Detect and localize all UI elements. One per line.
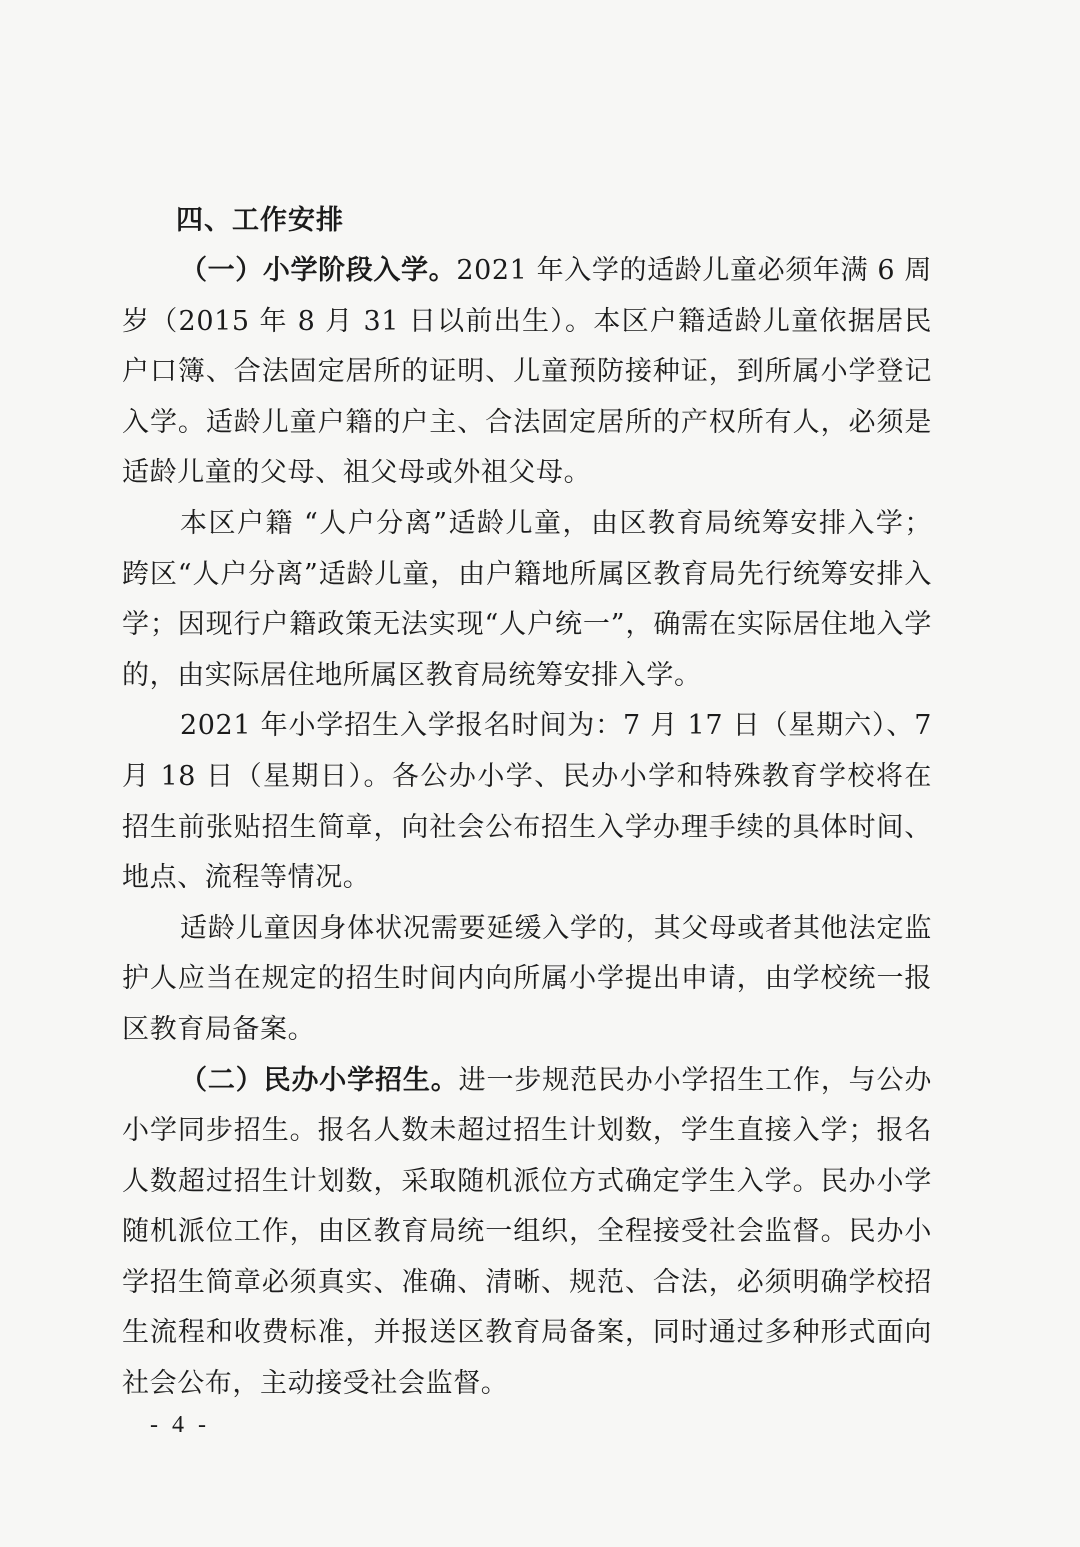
paragraph-primary-school-enrollment	[122, 246, 932, 499]
paragraph-text: 本区户籍 “人户分离”适龄儿童，由区教育局统筹安排入学；跨区“人户分离”适龄儿童，由户籍地所属区教育局先行统筹安排入学；因现行户籍政策无法实现“人户统一”，确需在实际居住地入学的，由实际居住地所属区教育局统筹安排入学。	[122, 507, 932, 691]
paragraph-registration-time	[122, 701, 932, 903]
paragraph-text: 进一步规范民办小学招生工作，与公办小学同步招生。报名人数未超过招生计划数，学生直接入学；报名人数超过招生计划数，采取随机派位方式确定学生入学。民办小学随机派位工作，由区教育局统一组织，全程接受社会监督。民办小学招生简章必须真实、准确、清晰、规范、合法，必须明确学校招生流程和收费标准，并报送区教育局备案，同时通过多种形式面向社会公布，主动接受社会监督。	[122, 1064, 933, 1400]
page-number: - 4 -	[150, 1412, 210, 1438]
paragraph-text: 2021 年小学招生入学报名时间为：7 月 17 日（星期六）、7 月 18 日（星期日）。各公办小学、民办小学和特殊教育学校将在招生前张贴招生简章，向社会公布招生入学办理手续的具体时间、地点、流程等情况。	[122, 710, 932, 894]
paragraph-lead: （二）民办小学招生。	[180, 1064, 459, 1096]
paragraph-deferred-enrollment	[122, 904, 932, 1056]
paragraph-lead: （一）小学阶段入学。	[180, 255, 457, 286]
paragraph-household-separation	[122, 499, 932, 701]
paragraph-text: 2021 年入学的适龄儿童必须年满 6 周岁（2015 年 8 月 31 日以前出生）。本区户籍适龄儿童依据居民户口簿、合法固定居所的证明、儿童预防接种证，到所属小学登记入学。适龄儿童户籍的户主、合法固定居所的产权所有人，必须是适龄儿童的父母、祖父母或外祖父母。	[122, 255, 933, 489]
paragraph-private-school-enrollment	[122, 1056, 932, 1410]
section-heading: 四、工作安排	[176, 205, 344, 236]
document-body	[122, 196, 932, 1410]
paragraph-text: 适龄儿童因身体状况需要延缓入学的，其父母或者其他法定监护人应当在规定的招生时间内向所属小学提出申请，由学校统一报区教育局备案。	[122, 912, 932, 1045]
